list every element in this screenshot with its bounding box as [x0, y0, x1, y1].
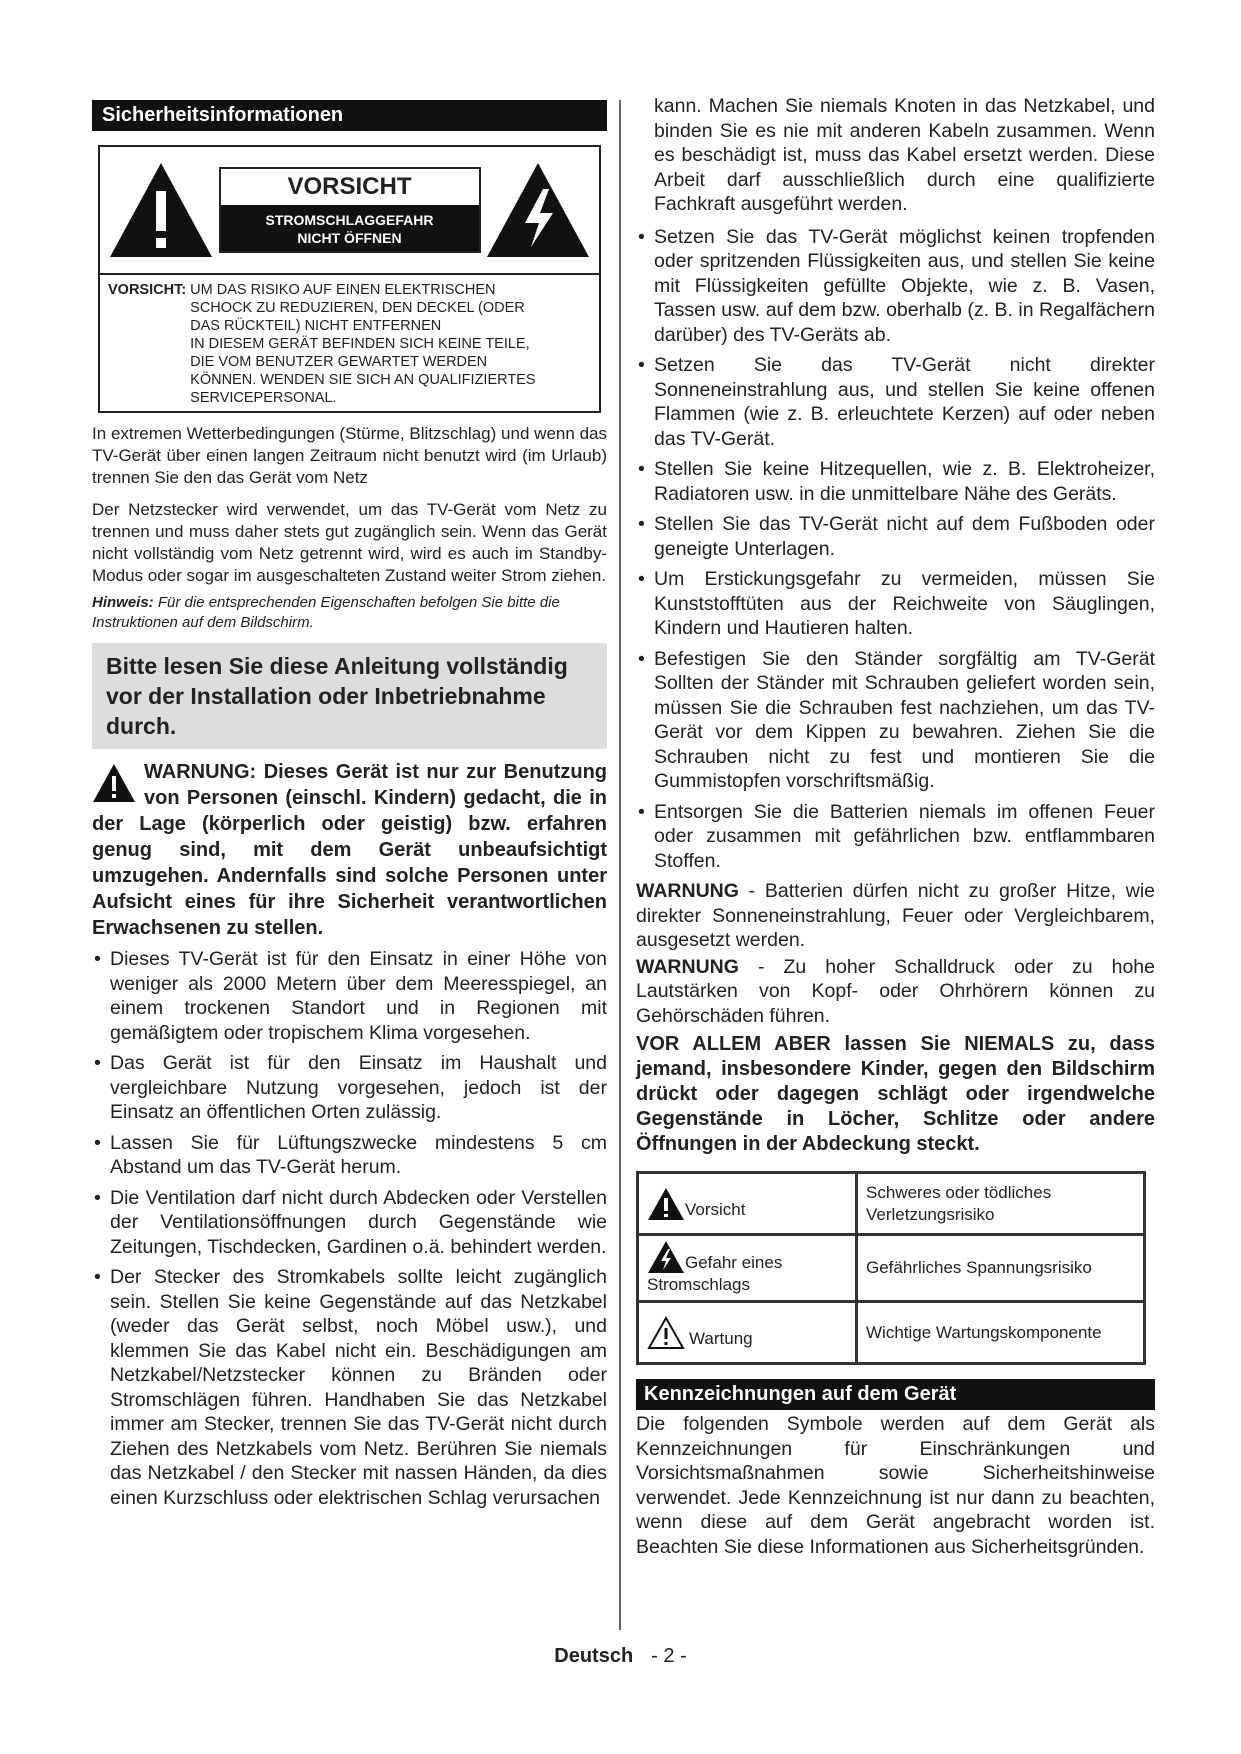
symbol-description: Gefährliches Spannungsrisiko — [857, 1235, 1145, 1302]
caution-statement — [108, 281, 591, 407]
table-row — [638, 1235, 1145, 1302]
symbol-label: Vorsicht — [685, 1199, 746, 1219]
table-row — [638, 1302, 1145, 1364]
footer-language: Deutsch — [554, 1645, 634, 1667]
right-column — [636, 95, 1155, 1559]
right-bullet-list — [636, 225, 1155, 874]
vorsicht-subtitle: STROMSCHLAGGEFAHR NICHT ÖFFNEN — [221, 205, 479, 251]
vorsicht-label-box — [219, 167, 481, 253]
list-item: • Der Stecker des Stromkabels sollte leicht zugänglich sein. Stellen Sie keine Gegenstände auf das Netzkabel (weder das Gerät selbst, noch Möbel usw.), und klemmen Sie das Kabel nicht ein. Beschädigungen am Netzkabel/Netzstecker können zu Bränden oder Stromschlägen führen. Handhaben Sie das Netzkabel immer am Stecker, trennen Sie das TV-Gerät nicht durch Ziehen des Netzkabels vom Netz. Berühren Sie niemals das Netzkabel / den Stecker mit nassen Händen, da dies einen Kurzschluss oder elektrischen Schlag verursachen — [92, 1265, 607, 1510]
read-manual-notice: Bitte lesen Sie diese Anleitung vollständig vor der Installation oder Inbetriebnahme durch. — [92, 643, 607, 749]
list-item: • Die Ventilation darf nicht durch Abdecken oder Verstellen der Ventilationsöffnungen durch Gegenstände wie Zeitungen, Tischdecken, Gardinen o.ä. behindert werden. — [92, 1186, 607, 1260]
symbol-label: Gefahr eines Stromschlags — [647, 1253, 783, 1294]
lightning-warning-icon — [485, 161, 591, 259]
caution-box — [98, 145, 601, 413]
warning-persons-text: WARNUNG: Dieses Gerät ist nur zur Benutzung von Personen (einschl. Kindern) gedacht, die in der Lage (körperlich oder geistig) bzw. erfahren genug sind, mit dem Gerät unbeaufsichtigt umzugehen. Andernfalls sind solche Personen unter Aufsicht eines für ihre Sicherheit verantwortlichen Erwachsenen zu stellen. — [92, 761, 607, 939]
screen-warning: VOR ALLEM ABER lassen Sie NIEMALS zu, dass jemand, insbesondere Kinder, gegen den Bildschirm drückt oder dagegen schlägt oder irgendwelche Gegenstände in Löcher, Schlitze oder andere Öffnungen in der Abdeckung steckt. — [636, 1033, 1155, 1155]
warning-label: WARNUNG — [636, 955, 739, 978]
paragraph-markings: Die folgenden Symbole werden auf dem Gerät als Kennzeichnungen für Einschränkungen und Vorsichtsmaßnahmen sowie Sicherheitshinweise verwendet. Jede Kennzeichnung ist nur dann zu beachten, wenn diese auf dem Gerät angebracht worden ist. Beachten Sie diese Informationen aus Sicherheitsgründen. — [636, 1413, 1155, 1558]
symbol-cell — [638, 1173, 857, 1235]
paragraph-mains-plug: Der Netzstecker wird verwendet, um das TV-Gerät vom Netz zu trennen und muss daher stets gut zugänglich sein. Wenn das Gerät nicht vollständig vom Netz getrennt wird, wird es auch im Standby-Modus oder sogar im ausgeschalteten Zustand weiter Strom ziehen. — [92, 500, 607, 585]
list-item: • Entsorgen Sie die Batterien niemals im offenen Feuer oder zusammen mit gefährlichen bzw. entflammbaren Stoffen. — [636, 800, 1155, 874]
outline-warning-icon — [647, 1316, 685, 1350]
list-item: • Dieses TV-Gerät ist für den Einsatz in einer Höhe von weniger als 2000 Metern über dem Meeresspiegel, an einem trockenen Standort und in Regionen mit gemäßigtem oder tropischem Klima vorgesehen. — [92, 947, 607, 1045]
list-item: • Um Erstickungsgefahr zu vermeiden, müssen Sie Kunststofftüten aus der Reichweite von Säuglingen, Kindern und Hautieren halten. — [636, 567, 1155, 641]
small-warning-icon — [92, 763, 136, 803]
lightning-warning-icon — [647, 1240, 685, 1274]
warning-label: WARNUNG — [636, 880, 739, 902]
symbols-table — [636, 1171, 1146, 1365]
list-item: • Setzen Sie das TV-Gerät möglichst keinen tropfenden oder spritzenden Flüssigkeiten aus, und stellen Sie keine mit Flüssigkeiten gefüllte Objekte, wie z. B. Vasen, Tassen usw. auf dem bzw. oberhalb (z. B. in Regalfächern darüber) des TV-Geräts ab. — [636, 225, 1155, 348]
symbol-cell — [638, 1235, 857, 1302]
warning-batteries-text: - Batterien dürfen nicht zu großer Hitze, wie direkter Sonneneinstrahlung, Feuer oder Vergleichbarem, ausgesetzt werden. — [636, 880, 1155, 951]
column-divider — [619, 100, 621, 1630]
table-row — [638, 1173, 1145, 1235]
symbol-cell — [638, 1302, 857, 1364]
page-number: - 2 - — [651, 1645, 687, 1667]
section-title-markings: Kennzeichnungen auf dem Gerät — [636, 1379, 1155, 1410]
warning-sound — [636, 955, 1155, 1029]
warning-batteries — [636, 879, 1155, 953]
list-item: • Stellen Sie keine Hitzequellen, wie z. B. Elektroheizer, Radiatoren usw. in die unmittelbare Nähe des Geräts. — [636, 457, 1155, 506]
list-item: • Setzen Sie das TV-Gerät nicht direkter Sonneneinstrahlung aus, und stellen Sie keine offenen Flammen (wie z. B. erleuchtete Kerzen) auf oder neben das TV-Gerät. — [636, 353, 1155, 451]
warning-sound-text: - Zu hoher Schalldruck oder zu hohe Lautstärken von Kopf- oder Ohrhörern können zu Gehörschäden führen. — [636, 955, 1155, 1027]
paragraph-weather: In extremen Wetterbedingungen (Stürme, Blitzschlag) und wenn das TV-Gerät über einen langen Zeitraum nicht benutzt wird (im Urlaub) trennen Sie den das Gerät vom Netz — [92, 424, 607, 487]
symbol-description: Schweres oder tödliches Verletzungsrisiko — [857, 1173, 1145, 1235]
list-item: • Stellen Sie das TV-Gerät nicht auf dem Fußboden oder geneigte Unterlagen. — [636, 512, 1155, 561]
continuation-paragraph: kann. Machen Sie niemals Knoten in das Netzkabel, und binden Sie es nie mit anderen Kabeln zusammen. Wenn es beschädigt ist, muss das Kabel ersetzt werden. Diese Arbeit darf ausschließlich durch eine qualifizierte Fachkraft ausgeführt werden. — [654, 95, 1155, 215]
caution-text: UM DAS RISIKO AUF EINEN ELEKTRISCHEN SCHOCK ZU REDUZIEREN, DEN DECKEL (ODER DAS RÜCKTEIL) NICHT ENTFERNEN IN DIESEM GERÄT BEFINDEN SICH KEINE TEILE, DIE VOM BENUTZER GEWARTET WERDEN KÖNNEN. WENDEN SIE SICH AN QUALIFIZIERTES SERVICEPERSONAL. — [190, 282, 536, 406]
warning-persons — [92, 759, 607, 941]
symbol-label: Wartung — [689, 1328, 753, 1348]
list-item: • Lassen Sie für Lüftungszwecke mindestens 5 cm Abstand um das TV-Gerät herum. — [92, 1131, 607, 1180]
list-item: • Das Gerät ist für den Einsatz im Haushalt und vergleichbare Nutzung vorgesehen, jedoch ist der Einsatz an öffentlichen Orten zulässig. — [92, 1051, 607, 1125]
left-bullet-list — [92, 947, 607, 1510]
exclamation-warning-icon — [108, 161, 214, 259]
list-item: • Befestigen Sie den Ständer sorgfältig am TV-Gerät Sollten der Ständer mit Schrauben geliefert worden sein, müssen Sie die Schrauben fest nachziehen, um das TV-Gerät vor dem Kippen zu bewahren. Ziehen Sie die Schrauben nicht zu fest und montieren Sie die Gummistopfen vorschriftsmäßig. — [636, 647, 1155, 794]
hint-label: Hinweis: — [92, 594, 154, 611]
caution-label: VORSICHT: — [108, 282, 187, 298]
hint-note — [92, 593, 607, 633]
symbol-description: Wichtige Wartungskomponente — [857, 1302, 1145, 1364]
hint-text: Für die entsprechenden Eigenschaften befolgen Sie bitte die Instruktionen auf dem Bildschirm. — [92, 594, 560, 631]
caution-box-rule — [100, 273, 599, 275]
section-title-safety: Sicherheitsinformationen — [92, 100, 607, 131]
exclamation-warning-icon — [647, 1187, 685, 1221]
left-column — [92, 100, 607, 1516]
page-footer — [0, 1645, 1241, 1668]
vorsicht-title: VORSICHT — [287, 173, 412, 200]
